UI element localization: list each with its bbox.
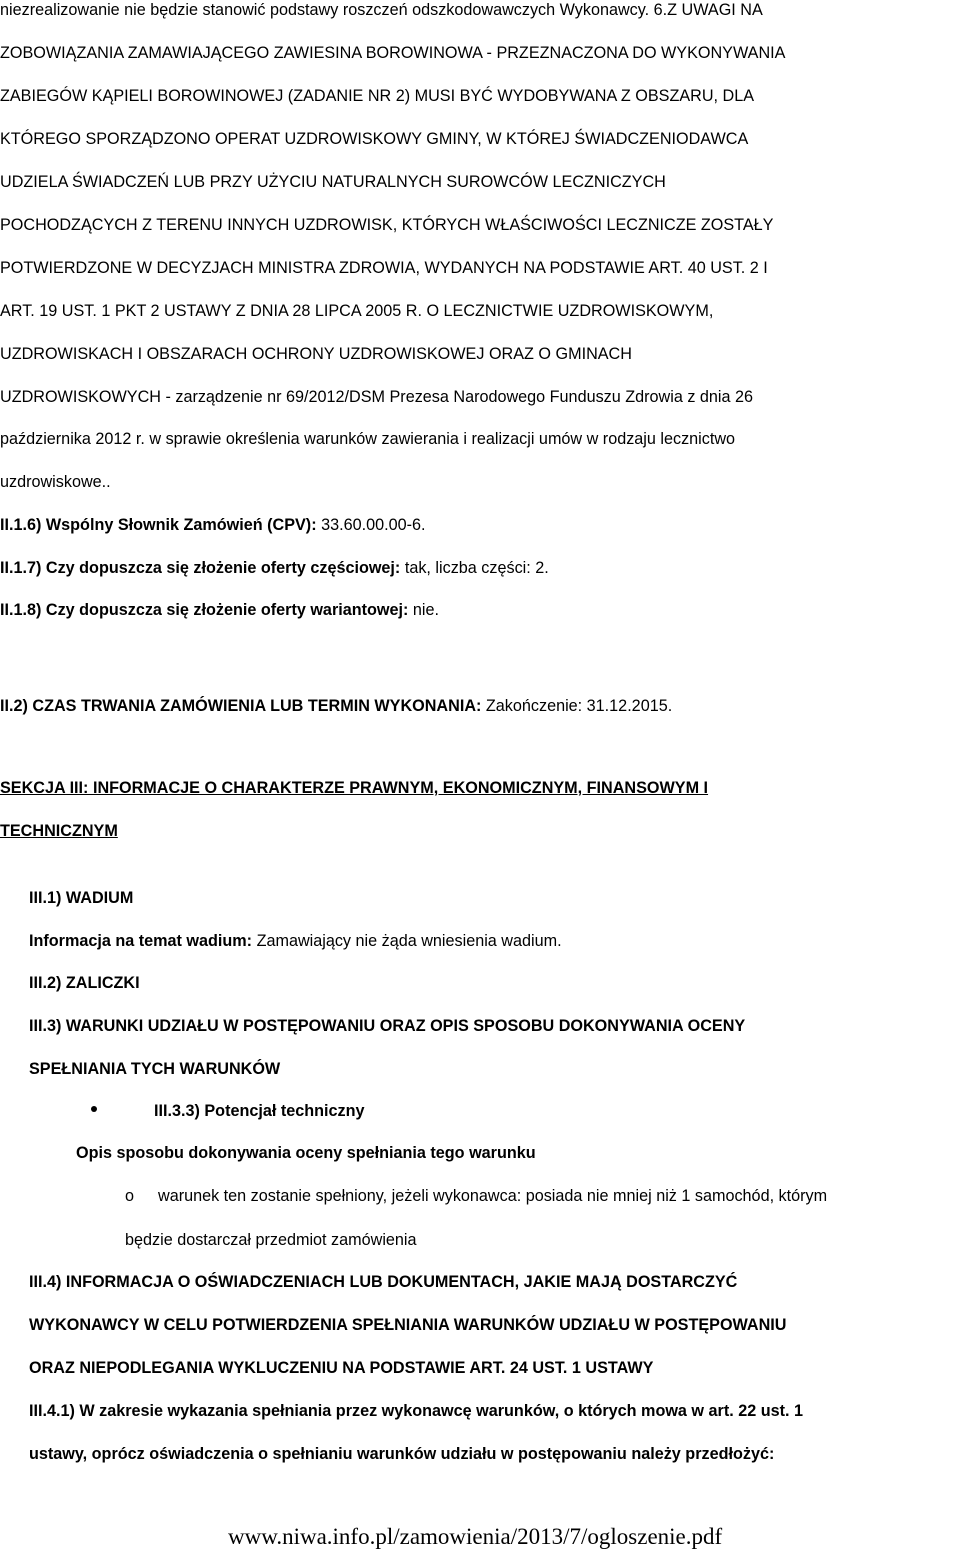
paragraph-line: UDZIELA ŚWIADCZEŃ LUB PRZY UŻYCIU NATURALNYCH SUROWCÓW LECZNICZYCH: [0, 173, 666, 191]
paragraph-line: uzdrowiskowe..: [0, 473, 111, 491]
cpv-value: 33.60.00.00-6.: [316, 516, 426, 534]
duration-row: [0, 696, 672, 716]
condition-text: będzie dostarczał przedmiot zamówienia: [125, 1231, 417, 1249]
partial-offer-value: tak, liczba części: 2.: [400, 559, 549, 577]
partial-offer-row: [0, 558, 549, 578]
wadium-title: III.1) WADIUM: [29, 889, 134, 907]
cpv-label: II.1.6) Wspólny Słownik Zamówień (CPV):: [0, 516, 317, 534]
wadium-info-value: Zamawiający nie żąda wniesienia wadium.: [252, 932, 562, 950]
paragraph-line: ZOBOWIĄZANIA ZAMAWIAJĄCEGO ZAWIESINA BOROWINOWA - PRZEZNACZONA DO WYKONYWANIA: [0, 44, 786, 62]
sub-bullet-marker: o: [125, 1187, 135, 1205]
cpv-row: [0, 515, 426, 535]
documents-title: WYKONAWCY W CELU POTWIERDZENIA SPEŁNIANIA WARUNKÓW UDZIAŁU W POSTĘPOWANIU: [29, 1316, 787, 1334]
documents-title: ORAZ NIEPODLEGANIA WYKLUCZENIU NA PODSTAWIE ART. 24 UST. 1 USTAWY: [29, 1359, 654, 1377]
paragraph-line: niezrealizowanie nie będzie stanowić podstawy roszczeń odszkodowawczych Wykonawcy. 6.Z UWAGI NA: [0, 1, 763, 19]
variant-offer-row: [0, 600, 439, 620]
zaliczki-title: III.2) ZALICZKI: [29, 974, 140, 992]
section-heading: TECHNICZNYM: [0, 822, 118, 840]
documents-title: III.4) INFORMACJA O OŚWIADCZENIACH LUB DOKUMENTACH, JAKIE MAJĄ DOSTARCZYĆ: [29, 1273, 738, 1291]
technical-potential-title: III.3.3) Potencjał techniczny: [154, 1102, 365, 1120]
condition-text: warunek ten zostanie spełniony, jeżeli wykonawca: posiada nie mniej niż 1 samochód, którym: [158, 1187, 828, 1205]
paragraph-line: UZDROWISKOWYCH - zarządzenie nr 69/2012/DSM Prezesa Narodowego Funduszu Zdrowia z dnia 26: [0, 388, 754, 406]
duration-value: Zakończenie: 31.12.2015.: [481, 697, 673, 715]
wadium-info-label: Informacja na temat wadium:: [29, 932, 253, 950]
variant-offer-label: II.1.8) Czy dopuszcza się złożenie oferty wariantowej:: [0, 601, 409, 619]
paragraph-line: UZDROWISKACH I OBSZARACH OCHRONY UZDROWISKOWEJ ORAZ O GMINACH: [0, 345, 632, 363]
paragraph-line: ART. 19 UST. 1 PKT 2 USTAWY Z DNIA 28 LIPCA 2005 R. O LECZNICTWIE UZDROWISKOWYM,: [0, 302, 714, 320]
conditions-title: III.3) WARUNKI UDZIAŁU W POSTĘPOWANIU ORAZ OPIS SPOSOBU DOKONYWANIA OCENY: [29, 1017, 746, 1035]
paragraph-line: ZABIEGÓW KĄPIELI BOROWINOWEJ (ZADANIE NR 2) MUSI BYĆ WYDOBYWANA Z OBSZARU, DLA: [0, 87, 755, 105]
bullet-icon: [91, 1106, 97, 1112]
duration-label: II.2) CZAS TRWANIA ZAMÓWIENIA LUB TERMIN WYKONANIA:: [0, 697, 482, 715]
conditions-title: SPEŁNIANIA TYCH WARUNKÓW: [29, 1060, 281, 1078]
paragraph-line: POTWIERDZONE W DECYZJACH MINISTRA ZDROWIA, WYDANYCH NA PODSTAWIE ART. 40 UST. 2 I: [0, 259, 768, 277]
paragraph-line: października 2012 r. w sprawie określenia warunków zawierania i realizacji umów w rodzaju lecznictwo: [0, 430, 736, 448]
variant-offer-value: nie.: [408, 601, 439, 619]
partial-offer-label: II.1.7) Czy dopuszcza się złożenie oferty częściowej:: [0, 559, 401, 577]
paragraph-line: POCHODZĄCYCH Z TERENU INNYCH UZDROWISK, KTÓRYCH WŁAŚCIWOŚCI LECZNICZE ZOSTAŁY: [0, 216, 774, 234]
documents-subsection: ustawy, oprócz oświadczenia o spełnianiu warunków udziału w postępowaniu należy przedłożyć:: [29, 1445, 775, 1463]
footer-url: www.niwa.info.pl/zamowienia/2013/7/ogloszenie.pdf: [228, 1524, 723, 1549]
documents-subsection: III.4.1) W zakresie wykazania spełniania przez wykonawcę warunków, o których mowa w art. 22 ust. 1: [29, 1402, 803, 1420]
paragraph-line: KTÓREGO SPORZĄDZONO OPERAT UZDROWISKOWY GMINY, W KTÓREJ ŚWIADCZENIODAWCA: [0, 130, 749, 148]
section-heading: SEKCJA III: INFORMACJE O CHARAKTERZE PRAWNYM, EKONOMICZNYM, FINANSOWYM I: [0, 779, 709, 797]
wadium-info-row: [29, 931, 562, 951]
evaluation-description-title: Opis sposobu dokonywania oceny spełniania tego warunku: [76, 1144, 536, 1162]
